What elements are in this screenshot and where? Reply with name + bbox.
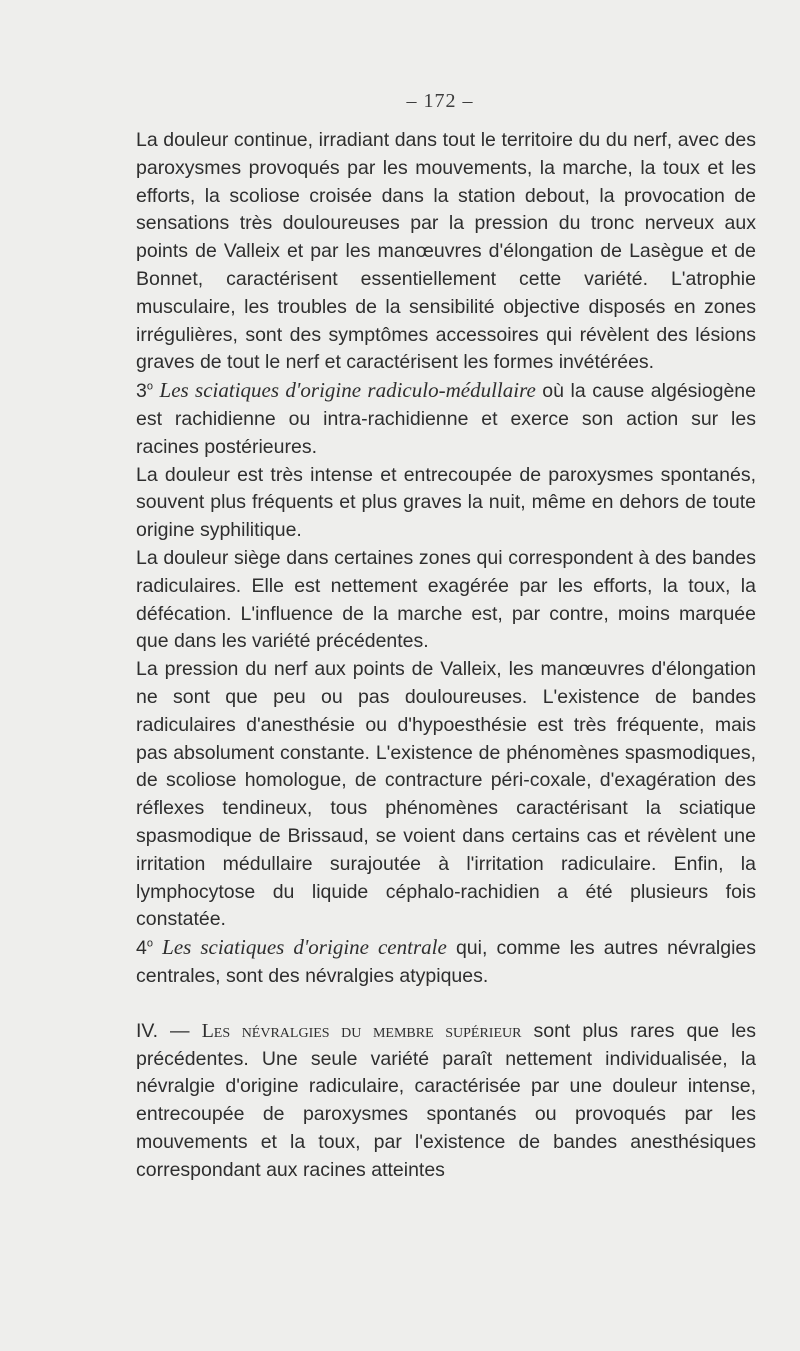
body-text <box>136 127 756 1184</box>
paragraph-pain-location: La douleur siège dans certaines zones qui correspondent à des bandes radiculaires. Elle est nettement exagérée par les efforts, la toux, la défécation. L'influence de la marche est, par contre, moins marquée que dans les variété précédentes. <box>136 546 756 653</box>
paragraph-upper-limb-neuralgia <box>136 1018 756 1185</box>
paragraph-text: qui, comme les autres névralgies centrales, sont des névralgies atypiques. <box>136 937 756 987</box>
section-roman-numeral: IV. — <box>136 1019 202 1042</box>
paragraph-radiculo-medullary <box>136 377 756 461</box>
page-number: – 172 – <box>406 90 474 112</box>
paragraph-sciatica-symptoms: La douleur continue, irradiant dans tout le territoire du du nerf, avec des paroxysmes provoqués par les mouvements, la marche, la toux et les efforts, la scoliose croisée dans la station debout, la provocation de sensations très douloureuses par la pression du tronc nerveux aux points de Valleix et par les manœuvres d'élongation de Lasègue et de Bonnet, caractérisent essentiellement cette variété. L'atrophie musculaire, les troubles de la sensibilité objective disposés en zones irrégulières, sont des symptômes accessoires qui révèlent des lésions graves de tout le nerf et caractérisent les formes invétérées. <box>136 129 756 374</box>
paragraph-pressure-signs: La pression du nerf aux points de Valleix, les manœuvres d'élongation ne sont que peu ou pas douloureuses. L'existence de bandes radiculaires d'anesthésie ou d'hypoesthésie est très fréquente, mais pas absolument constante. L'existence de phénomènes spasmodiques, de scoliose homologue, de contracture péri-coxale, d'exagération des réflexes tendineux, tous phénomènes caractérisant la sciatique spasmodique de Brissaud, se voient dans certains cas et révèlent une irritation médullaire surajoutée à l'irritation radiculaire. Enfin, la lymphocytose du liquide céphalo-rachidien a été plusieurs fois constatée. <box>136 658 756 931</box>
paragraph-central-origin <box>136 934 756 991</box>
section-title-radiculo-medullary: Les sciatiques d'origine radiculo-médullaire <box>159 378 536 403</box>
degree-sign: o <box>146 937 153 950</box>
degree-sign: o <box>146 380 153 393</box>
section-title-central-origin: Les sciatiques d'origine centrale <box>162 935 447 960</box>
paragraph-text: où la cause algésiogène est rachidienne ou intra-rachidienne et exerce son action sur les racines postérieures. <box>136 380 756 458</box>
paragraph-pain-intensity: La douleur est très intense et entrecoupée de paroxysmes spontanés, souvent plus fréquents et plus graves la nuit, même en dehors de toute origine syphilitique. <box>136 463 756 542</box>
item-number: 4 <box>136 937 147 960</box>
paragraph-text: sont plus rares que les précédentes. Une seule variété paraît nettement individualisée, la névralgie d'origine radiculaire, caractérisée par une douleur intense, entrecoupée de paroxysmes spontanés ou provoqués par les mouvements et la toux, par l'existence de bandes anesthésiques correspondant aux racines atteintes <box>136 1019 756 1181</box>
item-number: 3 <box>136 380 147 403</box>
section-heading-upper-limb: Les névralgies du membre supérieur <box>201 1019 522 1042</box>
